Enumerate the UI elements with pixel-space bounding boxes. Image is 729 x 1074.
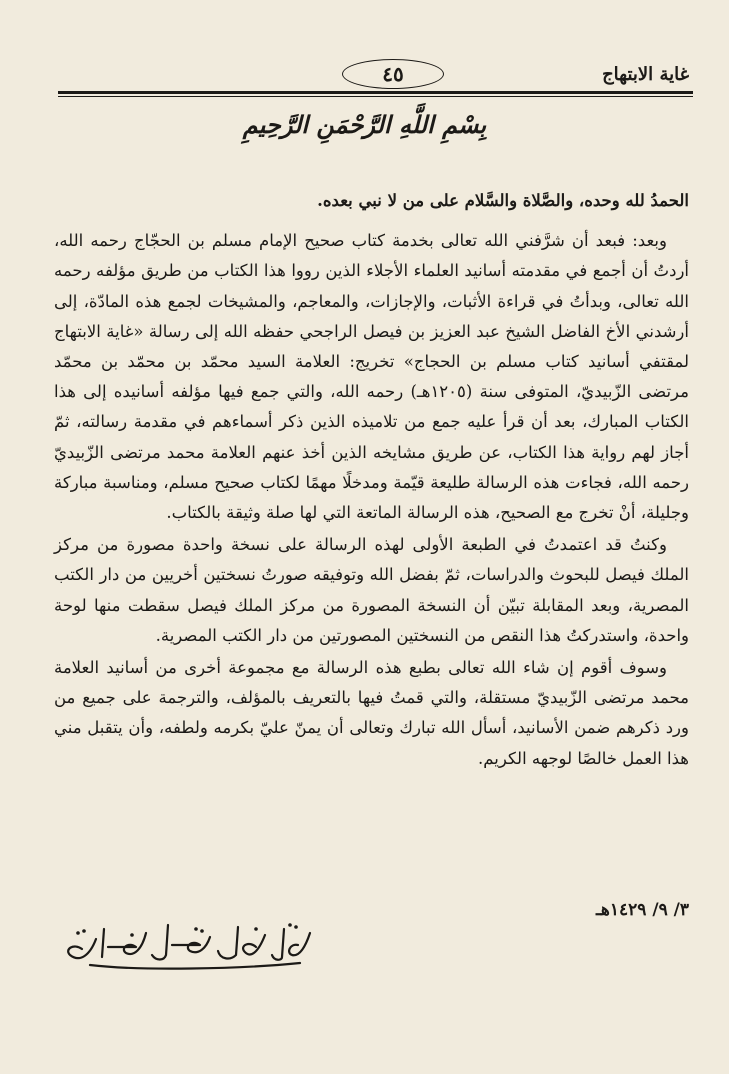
paragraph-manuscripts: وكنتُ قد اعتمدتُ في الطبعة الأولى لهذه الرسالة على نسخة واحدة مصورة من مركز الملك فيصل للبحوث والدراسات، ثمّ بفضل الله وتوفيقه صورتُ نسختين أخريين من دار الكتب المصرية، وبعد المقابلة تبيّن أن النسخة المصورة من مركز الملك فيصل سقطت منها لوحة واحدة، واستدركتُ هذا النقص من النسختين المصورتين من دار الكتب المصرية. <box>54 535 689 645</box>
header-rule-thin <box>58 96 693 97</box>
header-rule-thick <box>58 91 693 94</box>
basmala: بِسْمِ اللَّهِ الرَّحْمَنِ الرَّحِيمِ <box>242 110 487 139</box>
opening-praise: الحمدُ لله وحده، والصَّلاة والسَّلام على من لا نبي بعده. <box>317 191 689 210</box>
body-text <box>54 186 689 774</box>
date: ٣/ ٩/ ١٤٢٩هـ <box>595 900 689 920</box>
paragraph-future-work: وسوف أقوم إن شاء الله تعالى بطبع هذه الرسالة مع مجموعة أخرى من أسانيد العلامة محمد مرتضى الزّبيديّ مستقلة، والتي قمتُ فيها بالتعريف بالمؤلف، والترجمة على جميع من ورد ذكرهم ضمن الأسانيد، أسأل الله تبارك وتعالى أن يمنّ عليّ بكرمه ولطفه، وأن يتقبل مني هذا العمل خالصًا لوجهه الكريم. <box>54 658 689 768</box>
running-title: غاية الابتهاج <box>602 64 689 85</box>
page-number: ٤٥ <box>382 62 404 86</box>
page-number-oval <box>342 59 444 89</box>
paragraph-introduction: وبعد: فبعد أن شرَّفني الله تعالى بخدمة كتاب صحيح الإمام مسلم بن الحجّاج رحمه الله، أردتُ أن أجمع في مقدمته أسانيد العلماء الأجلاء الذين رووا هذا الكتاب من طريق مؤلفه رحمه الله تعالى، وبدأتُ في قراءة الأثبات، والإجازات، والمعاجم، والمشيخات لجمع هذه المادّة، إلى أرشدني الأخ الفاضل الشيخ عبد العزيز بن فيصل الراجحي حفظه الله إلى رسالة «غاية الابتهاج لمقتفي أسانيد كتاب مسلم بن الحجاج» تخريج: العلامة السيد محمّد بن محمّد بن محمّد مرتضى الزّبيديّ، المتوفى سنة (١٢٠٥هـ) رحمه الله، والتي جمع فيها مؤلفه أسانيده إلى هذا الكتاب المبارك، بعد أن قرأ عليه جمع من تلاميذه الذين ذكر أسماءهم في مقدمة رسالته، ثمّ أجاز لهم رواية هذا الكتاب، عن طريق مشايخه الذين أخذ عنهم العلامة محمد مرتضى الزّبيديّ رحمه الله، فجاءت هذه الرسالة طليعة قيّمة ومدخلًا مهمًا لكتاب صحيح مسلم، ومناسبة مباركة وجليلة، أنْ تخرج مع الصحيح، هذه الرسالة الماتعة التي لها صلة وثيقة بالكتاب. <box>54 231 689 523</box>
signature <box>60 915 320 975</box>
